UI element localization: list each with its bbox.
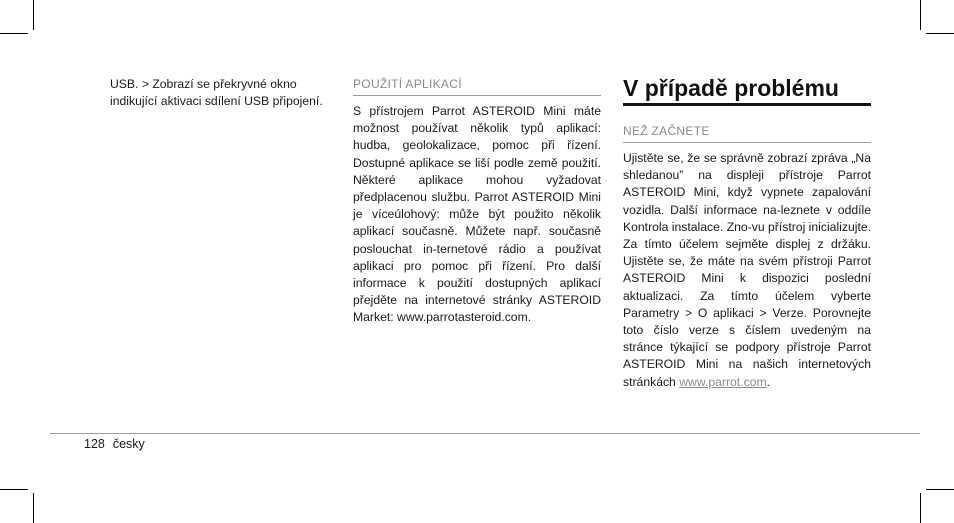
section-heading-before-start: NEŽ ZAČNETE [623, 123, 871, 143]
footer-language: česky [112, 437, 145, 451]
crop-mark-bottom-right-h [926, 489, 954, 490]
crop-mark-top-left-h [0, 33, 28, 34]
crop-mark-top-right-h [926, 33, 954, 34]
page-number: 128 [84, 437, 105, 451]
section-heading-apps: POUŽITÍ APLIKACÍ [353, 76, 601, 96]
crop-mark-top-right-v [920, 0, 921, 30]
footer-rule [50, 433, 920, 434]
paragraph-end: . [766, 374, 770, 389]
crop-mark-bottom-left-h [0, 489, 28, 490]
page-title: V případě problému [623, 74, 871, 106]
troubleshooting-text: Ujistěte se, že se správně zobrazí zpráva „Na shledanou” na displeji přístroje Parrot ASTEROID Mini, když vypnete zapalování vozidla. Další informace na-leznete v oddíle Kontrola instalace. Zno-vu přístroj inicializujte. Za tímto účelem sejměte displej z držáku. Ujistěte se, že máte na svém přístroji Parrot ASTEROID Mini k dispozici poslední aktualizaci. Za tímto účelem vyberte Parametry > O aplikaci > Verze. Porovnejte toto číslo verze s číslem uvedeným na stránce týkající se podpory přístroje Parrot ASTEROID Mini na našich internetových stránkách [623, 151, 871, 389]
crop-mark-bottom-left-v [33, 493, 34, 523]
apps-paragraph: S přístrojem Parrot ASTEROID Mini máte možnost používat několik typů aplikací: hudba, geolokalizace, pomoc při řízení. Dostupné aplikace se liší podle země použití. Některé aplikace mohou vyžadovat předplacenou službu. Parrot ASTEROID Mini je víceúlohový: může být použito několik aplikací současně. Můžete např. současně poslouchat in-ternetové rádio a používat aplikaci pro pomoc při řízení. Pro další informace k použití dostupných aplikací přejděte na internetové stránky ASTEROID Market: www.parrotasteroid.com. [353, 104, 601, 325]
troubleshooting-paragraph [623, 150, 871, 391]
column-3 [623, 74, 871, 391]
footer [84, 437, 153, 451]
crop-mark-top-left-v [33, 0, 34, 30]
parrot-website-link[interactable]: www.parrot.com [679, 374, 767, 389]
column-2 [353, 76, 601, 327]
column-1 [110, 76, 325, 110]
column-1-text: USB. > Zobrazí se překryvné okno indikující aktivaci sdílení USB připojení. [110, 77, 323, 109]
crop-mark-bottom-right-v [920, 493, 921, 523]
